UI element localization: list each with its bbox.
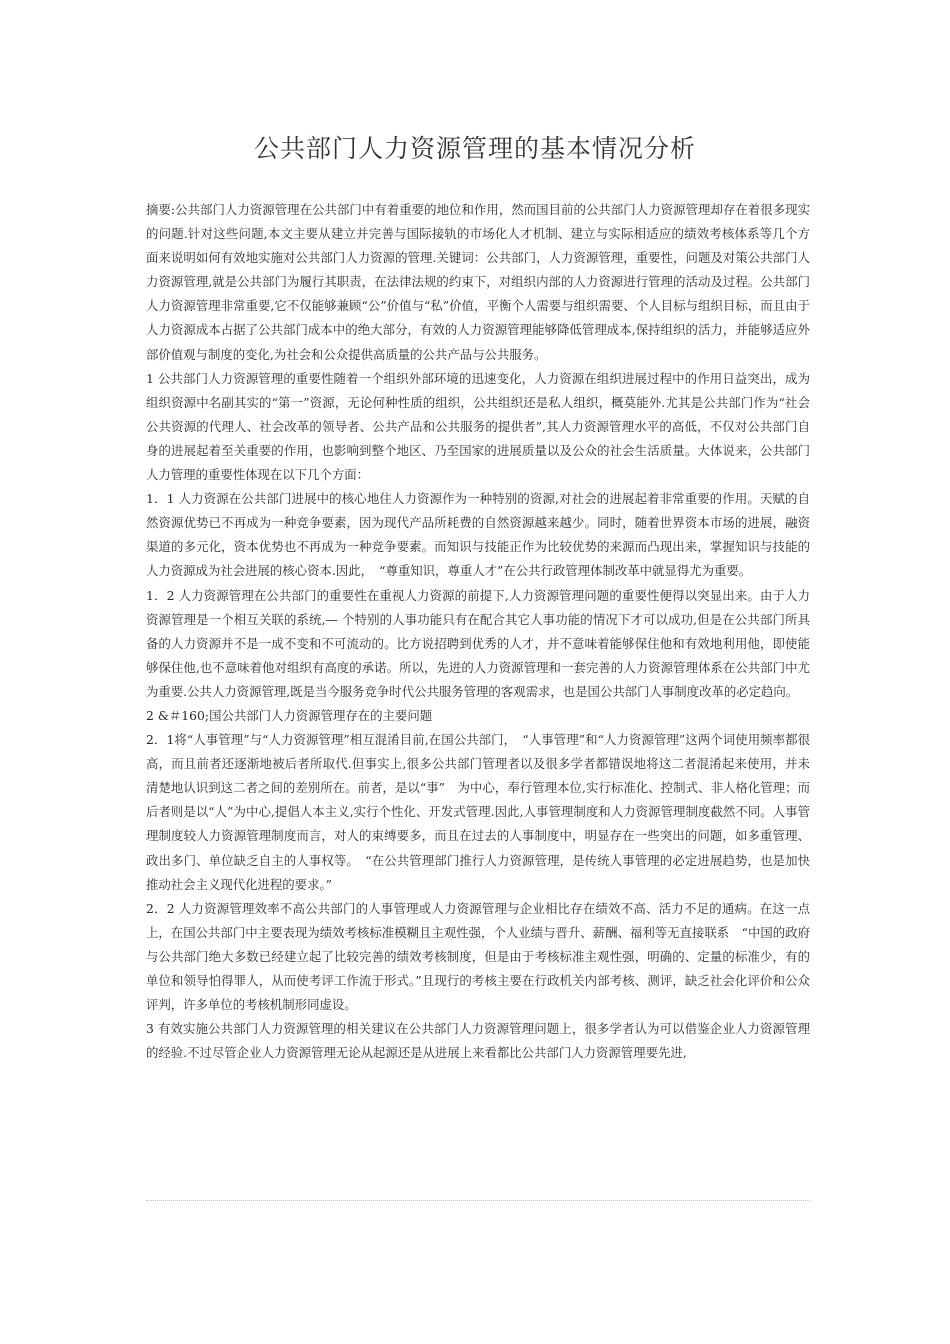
section-1-2-paragraph: 1．2 人力资源管理在公共部门的重要性在重视人力资源的前提下,人力资源管理问题的重要性便得以突显出来。由于人力资源管理是一个相互关联的系统,— 个特别的人事功能只有在配合其它人事功能的情况下才可以成功,但是在公共部门所具备的人力资源并不是一成不变和不可流动的。比方说招聘到优秀的人才，并不意味着能够保住他和有效地利用他，即使能够保住他,也不意味着他对组织有高度的承诺。所以，先进的人力资源管理和一套完善的人力资源管理体系在公共部门中尤为重要.公共人力资源管理,既是当今服务竞争时代公共服务管理的客观需求，也是国公共部门人事制度改革的必定趋向。	[146, 587, 810, 699]
section-3-paragraph: 3 有效实施公共部门人力资源管理的相关建议在公共部门人力资源管理问题上，很多学者认为可以借鉴企业人力资源管理的经验.不过尽管企业人力资源管理无论从起源还是从进展上来看都比公共部门人力资源管理要先进,	[146, 1021, 810, 1061]
abstract-paragraph: 摘要:公共部门人力资源管理在公共部门中有着重要的地位和作用，然而国目前的公共部门人力资源管理却存在着很多现实的问题.针对这些问题,本文主要从建立并完善与国际接轨的市场化人才机制、建立与实际相适应的绩效考核体系等几个方面来说明如何有效地实施对公共部门人力资源的管理.关键词：公共部门，人力资源管理，重要性，问题及对策公共部门人力资源管理,就是公共部门为履行其职责，在法律法规的约束下，对组织内部的人力资源进行管理的活动及过程。公共部门人力资源管理非常重要,它不仅能够兼顾“公”价值与“私”价值，平衡个人需要与组织需要、个人目标与组织目标，而且由于人力资源成本占据了公共部门成本中的绝大部分，有效的人力资源管理能够降低管理成本,保持组织的活力，并能够适应外部价值观与制度的变化,为社会和公众提供高质量的公共产品与公共服务。	[146, 202, 810, 362]
section-2-heading: 2 &＃160;国公共部门人力资源管理存在的主要问题	[146, 707, 433, 723]
section-1-1-paragraph: 1．1 人力资源在公共部门进展中的核心地住人力资源作为一种特别的资源,对社会的进展起着非常重要的作用。天赋的自然资源优势已不再成为一种竞争要素，因为现代产品所耗费的自然资源越来越少。同时，随着世界资本市场的进展，融资渠道的多元化，资本优势也不再成为一种竞争要素。而知识与技能正作为比较优势的来源而凸现出来，掌握知识与技能的人力资源成为社会进展的核心资本.因此， “尊重知识，尊重人才”在公共行政管理体制改革中就显得尤为重要。	[146, 491, 810, 579]
document-title: 公共部门人力资源管理的基本情况分析	[253, 134, 696, 163]
section-2-1-paragraph: 2．1将“人事管理”与“人力资源管理”相互混淆目前,在国公共部门， “人事管理”和“人力资源管理”这两个词使用频率都很高，而且前者还逐渐地被后者所取代.但事实上,很多公共部门管理者以及很多学者都错误地将这二者混淆起来使用，并未清楚地认识到这二者之间的差别所在。前者，是以“事” 为中心，奉行管理本位,实行标准化、控制式、非人格化管理；而后者则是以“人”为中心,提倡人本主义,实行个性化、开发式管理.因此,人事管理制度和人力资源管理制度截然不同。人事管理制度较人力资源管理制度而言，对人的束缚要多，而且在过去的人事制度中，明显存在一些突出的问题，如多重管理、政出多门、单位缺乏自主的人事权等。 “在公共管理部门推行人力资源管理，是传统人事管理的必定进展趋势，也是加快推动社会主义现代化进程的要求。”	[146, 732, 810, 892]
section-2-2-paragraph: 2．2 人力资源管理效率不高公共部门的人事管理或人力资源管理与企业相比存在绩效不高、活力不足的通病。在这一点上，在国公共部门中主要表现为绩效考核标准模糊且主观性强，个人业绩与晋升、薪酬、福利等无直接联系 “中国的政府与公共部门绝大多数已经建立起了比较完善的绩效考核制度，但是由于考核标准主观性强，明确的、定量的标准少，有的单位和领导怕得罪人，从而使考评工作流于形式。”且现行的考核主要在行政机关内部考核、测评，缺乏社会化评价和公众评判，许多单位的考核机制形同虚设。	[146, 900, 810, 1013]
page-bottom-divider	[146, 1200, 810, 1201]
section-1-paragraph: 1 公共部门人力资源管理的重要性随着一个组织外部环境的迅速变化，人力资源在组织进展过程中的作用日益突出，成为组织资源中名副其实的“第一”资源，无论何种性质的组织，公共组织还是私人组织，概莫能外.尤其是公共部门作为“社会公共资源的代理人、社会改革的领导者、公共产品和公共服务的提供者”,其人力资源管理水平的高低，不仅对公共部门自身的进展起着至关重要的作用，也影响到整个地区、乃至国家的进展质量以及公众的社会生活质量。大体说来，公共部门人力管理的重要性体现在以下几个方面：	[146, 370, 810, 483]
document-body	[146, 198, 810, 1065]
